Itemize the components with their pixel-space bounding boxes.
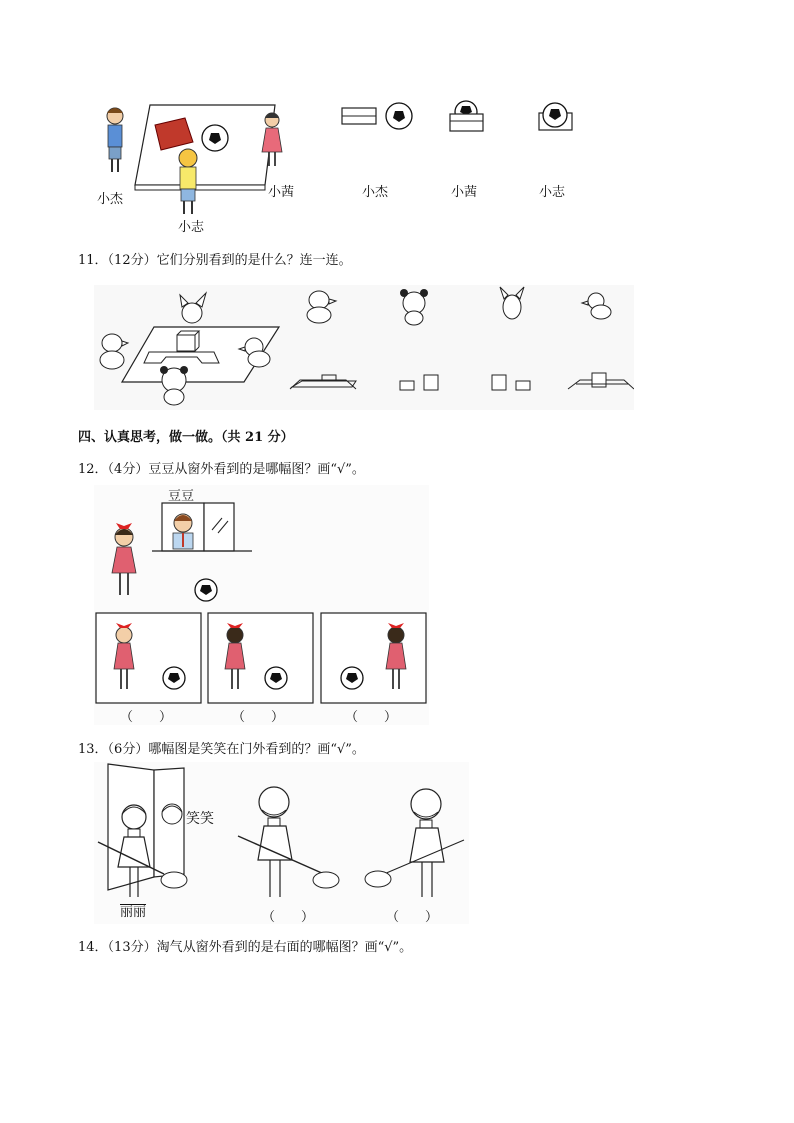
name-xiaojie: 小杰: [97, 192, 124, 207]
window-label-doudou: 豆豆: [168, 489, 195, 504]
q13-answer-2[interactable]: （ ）: [386, 910, 439, 925]
name-xiaoxiao: 笑笑: [186, 811, 214, 827]
name-lili: 丽丽: [120, 905, 147, 920]
name-xiaoqian: 小茜: [268, 185, 295, 200]
section-4-heading: 四、认真思考，做一做。（共 21 分）: [78, 430, 294, 445]
view-label-2: 小茜: [451, 185, 478, 200]
question-14: 14．（13分）淘气从窗外看到的是右面的哪幅图？画“√”。: [78, 940, 413, 955]
figure-q11-scene: [94, 285, 634, 410]
figure-table-scene: [95, 100, 305, 235]
view-option-3: [536, 100, 576, 135]
name-xiaozhi: 小志: [178, 220, 205, 235]
figure-q13-scene: [94, 762, 469, 924]
question-13: 13．（6分）哪幅图是笑笑在门外看到的？画“√”。: [78, 742, 365, 757]
view-label-3: 小志: [539, 185, 566, 200]
q13-answer-1[interactable]: （ ）: [262, 910, 315, 925]
view-label-1: 小杰: [362, 185, 389, 200]
question-11: 11．（12分）它们分别看到的是什么？连一连。: [78, 253, 352, 268]
q12-answer-3[interactable]: （ ）: [345, 710, 398, 725]
figure-q12-scene: [94, 485, 429, 725]
question-12: 12．（4分）豆豆从窗外看到的是哪幅图？画“√”。: [78, 462, 365, 477]
q12-answer-2[interactable]: （ ）: [232, 710, 285, 725]
view-option-1: [340, 100, 415, 135]
view-option-2: [448, 100, 488, 135]
q12-answer-1[interactable]: （ ）: [120, 710, 173, 725]
